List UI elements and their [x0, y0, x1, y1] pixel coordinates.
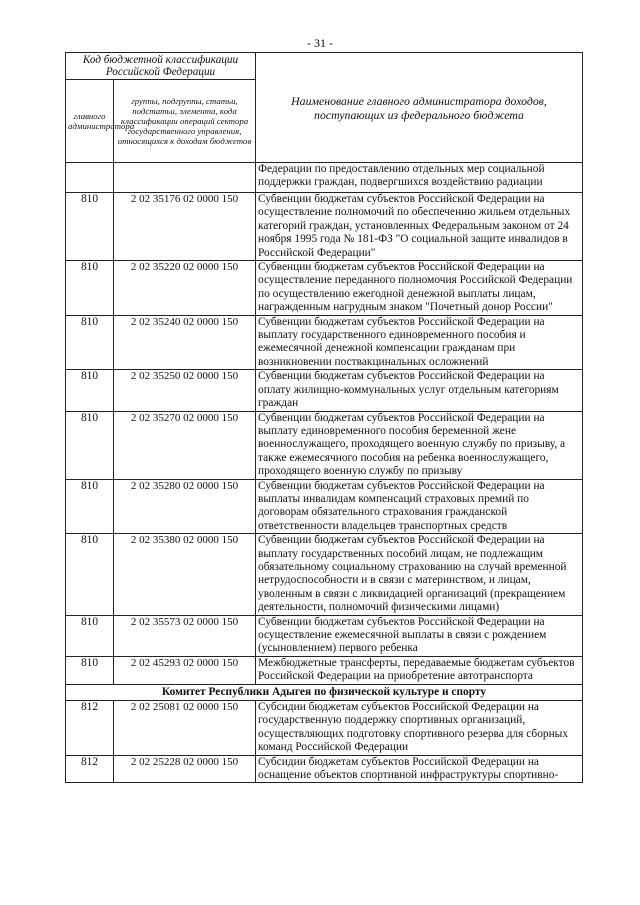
admin-code-cell: 810 [66, 193, 114, 261]
table-row [66, 315, 583, 370]
section-title: Комитет Республики Адыгея по физической культуре и спорту [66, 684, 583, 700]
admin-code-cell: 810 [66, 370, 114, 411]
budget-classification-table [65, 52, 583, 783]
table-row [66, 479, 583, 534]
classification-code-cell [114, 163, 256, 193]
classification-code-cell: 2 02 35240 02 0000 150 [114, 315, 256, 370]
table-row [66, 163, 583, 193]
description-cell: Субсидии бюджетам субъектов Российской Федерации на государственную поддержку спортивных организаций, осуществляющих подготовку спортивного резерва для сборных команд Российской Федерации [256, 701, 583, 756]
admin-code-cell: 810 [66, 261, 114, 316]
description-cell: Субвенции бюджетам субъектов Российской Федерации на выплату государственных пособий лицам, не подлежащим обязательному социальному страхованию на случай временной нетрудоспособности и в связи с материнством, и лицам, уволенным в связи с ликвидацией организаций (прекращением деятельности, полномочий физическими лицами) [256, 534, 583, 615]
admin-column-header: главного администратора [66, 80, 114, 163]
table-row [66, 615, 583, 656]
table-row [66, 370, 583, 411]
table-row [66, 261, 583, 316]
classification-code-cell: 2 02 45293 02 0000 150 [114, 656, 256, 684]
classification-code-cell: 2 02 35280 02 0000 150 [114, 479, 256, 534]
admin-code-cell: 810 [66, 411, 114, 479]
classification-code-cell: 2 02 35220 02 0000 150 [114, 261, 256, 316]
section-header-row [66, 684, 583, 700]
description-cell: Субвенции бюджетам субъектов Российской Федерации на осуществление ежемесячной выплаты в связи с рождением (усыновлением) первого ребенка [256, 615, 583, 656]
description-cell: Федерации по предоставлению отдельных мер социальной поддержки граждан, подвергшихся воздействию радиации [256, 163, 583, 193]
description-cell: Субвенции бюджетам субъектов Российской Федерации на осуществление переданного полномочия Российской Федерации по осуществлению ежегодной денежной выплаты лицам, награжденным нагрудным знаком "Почетный донор России" [256, 261, 583, 316]
table-row [66, 701, 583, 756]
classification-code-cell: 2 02 35270 02 0000 150 [114, 411, 256, 479]
classification-code-cell: 2 02 35176 02 0000 150 [114, 193, 256, 261]
admin-code-cell: 810 [66, 656, 114, 684]
classification-code-cell: 2 02 35573 02 0000 150 [114, 615, 256, 656]
table-row [66, 534, 583, 615]
admin-code-cell: 810 [66, 534, 114, 615]
code-column-header: группы, подгруппы, статьи, подстатьи, элемента, кода классификации операций сектора государственного управления, относящихся к доходам бюджетов [114, 80, 256, 163]
table-row [66, 755, 583, 783]
table-row [66, 411, 583, 479]
classification-code-cell: 2 02 25081 02 0000 150 [114, 701, 256, 756]
description-cell: Субсидии бюджетам субъектов Российской Федерации на оснащение объектов спортивной инфраструктуры спортивно- [256, 755, 583, 783]
table-row [66, 193, 583, 261]
admin-code-cell: 810 [66, 615, 114, 656]
table-header [66, 53, 583, 163]
classification-code-cell: 2 02 35250 02 0000 150 [114, 370, 256, 411]
description-cell: Субвенции бюджетам субъектов Российской Федерации на выплату единовременного пособия беременной жене военнослужащего, проходящего военную службу по призыву, а также ежемесячного пособия на ребенка военнослужащего, проходящего военную службу по призыву [256, 411, 583, 479]
classification-code-cell: 2 02 25228 02 0000 150 [114, 755, 256, 783]
description-cell: Межбюджетные трансферты, передаваемые бюджетам субъектов Российской Федерации на приобретение автотранспорта [256, 656, 583, 684]
description-cell: Субвенции бюджетам субъектов Российской Федерации на оплату жилищно-коммунальных услуг отдельным категориям граждан [256, 370, 583, 411]
admin-code-cell: 810 [66, 315, 114, 370]
description-cell: Субвенции бюджетам субъектов Российской Федерации на осуществление полномочий по обеспечению жильем отдельных категорий граждан, установленных Федеральным законом от 24 ноября 1995 года № 181-ФЗ "О социальной защите инвалидов в Российской Федерации" [256, 193, 583, 261]
code-group-header: Код бюджетной классификации Российской Федерации [66, 53, 256, 80]
description-cell: Субвенции бюджетам субъектов Российской Федерации на выплату государственного единовременного пособия и ежемесячной денежной компенсации гражданам при возникновении поствакцинальных осложнений [256, 315, 583, 370]
table-row [66, 656, 583, 684]
admin-code-cell: 810 [66, 479, 114, 534]
name-column-header: Наименование главного администратора доходов, поступающих из федерального бюджета [256, 53, 583, 163]
page-number: - 31 - [307, 36, 333, 50]
admin-code-cell: 812 [66, 701, 114, 756]
admin-code-cell: 812 [66, 755, 114, 783]
classification-code-cell: 2 02 35380 02 0000 150 [114, 534, 256, 615]
description-cell: Субвенции бюджетам субъектов Российской Федерации на выплаты инвалидам компенсаций страховых премий по договорам обязательного страхования гражданской ответственности владельцев транспортных средств [256, 479, 583, 534]
admin-code-cell [66, 163, 114, 193]
